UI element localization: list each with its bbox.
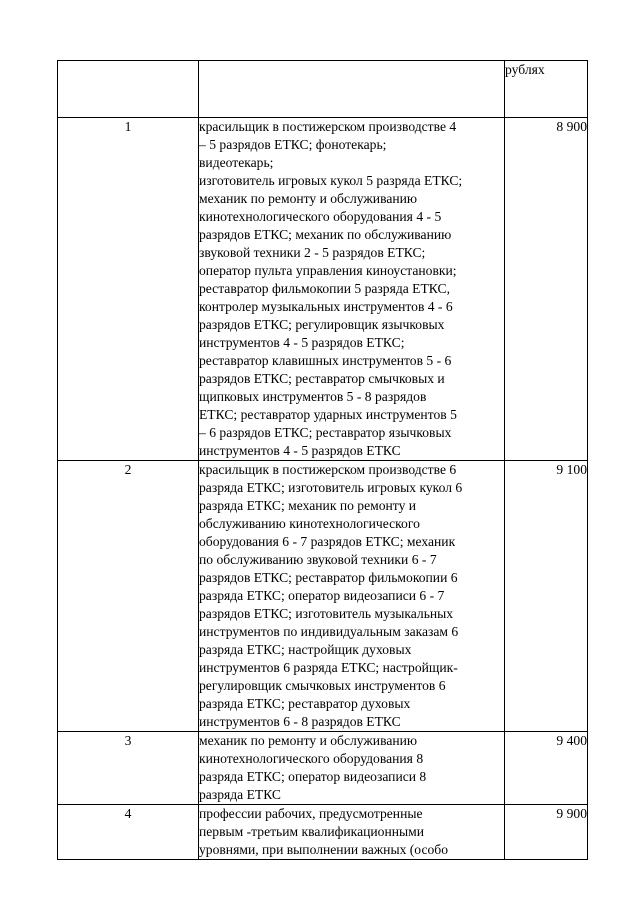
profession-line: разрядов ЕТКС; регулировщик язычковых [199, 317, 445, 332]
profession-line: разряда ЕТКС; оператор видеозаписи 6 - 7 [199, 588, 445, 603]
profession-line: разрядов ЕТКС; реставратор смычковых и [199, 371, 445, 386]
table-row [58, 461, 588, 732]
profession-list [199, 732, 505, 805]
profession-line: видеотекарь; [199, 155, 274, 170]
profession-line: красильщик в постижерском производстве 6 [199, 462, 457, 477]
salary-value: 8 900 [505, 118, 588, 461]
salary-value: 9 100 [505, 461, 588, 732]
salary-table [57, 60, 588, 860]
table-row [58, 118, 588, 461]
profession-line: звуковой техники 2 - 5 разрядов ЕТКС; [199, 245, 426, 260]
profession-text [199, 461, 504, 731]
profession-line: разряда ЕТКС; оператор видеозаписи 8 [199, 769, 427, 784]
profession-line: кинотехнологического оборудования 4 - 5 [199, 209, 442, 224]
profession-line: профессии рабочих, предусмотренные [199, 806, 423, 821]
row-number: 3 [58, 732, 199, 805]
profession-line: разряда ЕТКС [199, 787, 282, 802]
profession-line: – 5 разрядов ЕТКС; фонотекарь; [199, 137, 387, 152]
profession-line: изготовитель игровых кукол 5 разряда ЕТКС; [199, 173, 463, 188]
row-number: 2 [58, 461, 199, 732]
table-header-row [58, 61, 588, 118]
profession-line: разряда ЕТКС; изготовитель игровых кукол 6 [199, 480, 463, 495]
profession-line: разряда ЕТКС; механик по ремонту и [199, 498, 417, 513]
profession-line: разрядов ЕТКС; изготовитель музыкальных [199, 606, 454, 621]
profession-line: – 6 разрядов ЕТКС; реставратор язычковых [199, 425, 452, 440]
profession-line: инструментов 4 - 5 разрядов ЕТКС; [199, 335, 405, 350]
profession-line: инструментов по индивидуальным заказам 6 [199, 624, 459, 639]
row-number: 1 [58, 118, 199, 461]
profession-list [199, 461, 505, 732]
profession-text [199, 805, 504, 859]
profession-line: ЕТКС; реставратор ударных инструментов 5 [199, 407, 457, 422]
profession-line: регулировщик смычковых инструментов 6 [199, 678, 446, 693]
salary-value: 9 900 [505, 805, 588, 860]
profession-list [199, 805, 505, 860]
profession-line: инструментов 4 - 5 разрядов ЕТКС [199, 443, 401, 458]
profession-line: по обслуживанию звуковой техники 6 - 7 [199, 552, 437, 567]
profession-line: первым -третьим квалификационными [199, 824, 425, 839]
profession-line: механик по ремонту и обслуживанию [199, 733, 418, 748]
row-number: 4 [58, 805, 199, 860]
profession-line: реставратор фильмокопии 5 разряда ЕТКС, [199, 281, 450, 296]
profession-line: красильщик в постижерском производстве 4 [199, 119, 457, 134]
profession-text [199, 732, 504, 804]
profession-line: разряда ЕТКС; настройщик духовых [199, 642, 412, 657]
profession-line: механик по ремонту и обслуживанию [199, 191, 418, 206]
profession-line: обслуживанию кинотехнологического [199, 516, 420, 531]
profession-line: разрядов ЕТКС; реставратор фильмокопии 6 [199, 570, 458, 585]
profession-line: инструментов 6 - 8 разрядов ЕТКС [199, 714, 401, 729]
profession-line: уровнями, при выполнении важных (особо [199, 842, 448, 857]
profession-line: щипковых инструментов 5 - 8 разрядов [199, 389, 427, 404]
profession-line: разряда ЕТКС; реставратор духовых [199, 696, 411, 711]
profession-line: контролер музыкальных инструментов 4 - 6 [199, 299, 453, 314]
profession-line: инструментов 6 разряда ЕТКС; настройщик- [199, 660, 458, 675]
profession-line: реставратор клавишных инструментов 5 - 6 [199, 353, 452, 368]
header-cell-salary: рублях [505, 61, 588, 118]
salary-value: 9 400 [505, 732, 588, 805]
table-row [58, 732, 588, 805]
profession-line: оборудования 6 - 7 разрядов ЕТКС; механик [199, 534, 456, 549]
header-cell-profession [199, 61, 505, 118]
profession-list [199, 118, 505, 461]
table-row [58, 805, 588, 860]
profession-line: кинотехнологического оборудования 8 [199, 751, 424, 766]
profession-line: разрядов ЕТКС; механик по обслуживанию [199, 227, 452, 242]
header-cell-number [58, 61, 199, 118]
profession-line: оператор пульта управления киноустановки; [199, 263, 457, 278]
profession-text [199, 118, 504, 460]
